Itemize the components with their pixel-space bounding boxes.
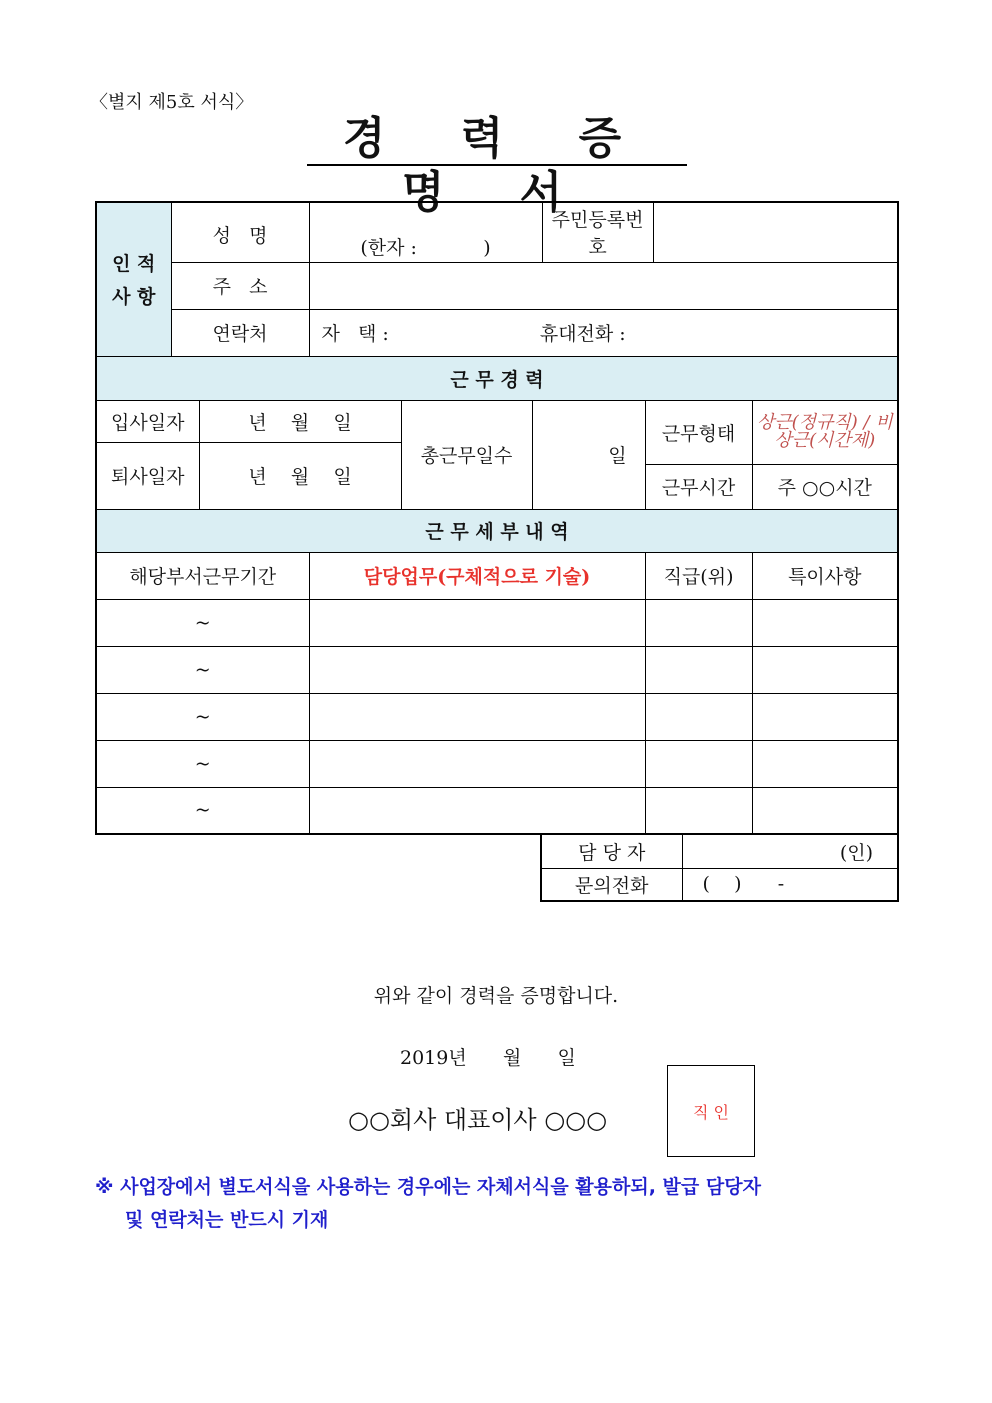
confirm-text: 위와 같이 경력을 증명합니다. (373, 985, 619, 1007)
period-cell[interactable]: ~ (96, 787, 309, 834)
employment-type-value[interactable]: 상근(정규직) / 비상근(시간제) (752, 400, 898, 464)
address-field[interactable] (309, 262, 898, 309)
certificate-table (95, 201, 899, 835)
phone-label: 문의전화 (541, 869, 682, 901)
column-note: 특이사항 (752, 552, 898, 599)
name-label: 성 명 (171, 202, 309, 262)
duty-cell[interactable] (309, 787, 645, 834)
days-unit: 일 (608, 445, 627, 467)
work-hours-label: 근무시간 (645, 464, 752, 509)
duty-cell[interactable] (309, 646, 645, 693)
duty-cell[interactable] (309, 599, 645, 646)
table-row (96, 787, 898, 834)
note-line-1: ※ 사업장에서 별도서식을 사용하는 경우에는 자체서식을 활용하되, 발급 담당자 (95, 1176, 761, 1198)
period-cell[interactable]: ~ (96, 693, 309, 740)
note-line-2: 및 연락처는 반드시 기재 (125, 1209, 329, 1231)
name-field[interactable] (309, 202, 542, 262)
period-cell[interactable]: ~ (96, 599, 309, 646)
duty-cell[interactable] (309, 693, 645, 740)
total-days-field[interactable] (532, 400, 645, 509)
table-row (96, 693, 898, 740)
note-cell[interactable] (752, 599, 898, 646)
seal-box (667, 1065, 755, 1157)
home-phone-label: 자 택 : (321, 323, 389, 345)
work-hours-value[interactable]: 주 ○○시간 (752, 464, 898, 509)
leave-date-label: 퇴사일자 (96, 442, 199, 509)
manager-field[interactable]: (인) (682, 834, 898, 869)
personal-label-line-1: 인 적 (112, 253, 156, 276)
issue-date: 2019년 월 일 (400, 1047, 576, 1069)
company-representative: ○○회사 대표이사 ○○○ (348, 1106, 608, 1134)
note-cell[interactable] (752, 787, 898, 834)
note-cell[interactable] (752, 740, 898, 787)
note-cell[interactable] (752, 693, 898, 740)
hire-date-field[interactable]: 년 월 일 (199, 400, 401, 442)
resident-number-field[interactable] (653, 202, 898, 262)
leave-date-field[interactable]: 년 월 일 (199, 442, 401, 509)
seal-label: 직 인 (693, 1103, 729, 1122)
manager-label: 담 당 자 (541, 834, 682, 869)
form-label: 〈별지 제5호 서식〉 (90, 92, 254, 113)
contact-field[interactable] (309, 309, 898, 356)
mobile-label: 휴대전화 : (539, 323, 626, 345)
details-section-title: 근 무 세 부 내 역 (96, 509, 898, 552)
contact-table (540, 833, 899, 902)
table-row (96, 599, 898, 646)
rank-cell[interactable] (645, 740, 752, 787)
duty-cell[interactable] (309, 740, 645, 787)
column-duty: 담당업무(구체적으로 기술) (309, 552, 645, 599)
personal-label-line-2: 사 항 (112, 286, 156, 309)
note-cell[interactable] (752, 646, 898, 693)
table-row (96, 646, 898, 693)
column-period: 해당부서근무기간 (96, 552, 309, 599)
hanja-note: (한자 : ) (360, 236, 491, 259)
period-cell[interactable]: ~ (96, 740, 309, 787)
employment-type-label: 근무형태 (645, 400, 752, 464)
phone-field[interactable]: ( ) - (682, 869, 898, 901)
career-section-title: 근 무 경 력 (96, 356, 898, 400)
table-row (96, 740, 898, 787)
personal-section-label (96, 202, 171, 356)
period-cell[interactable]: ~ (96, 646, 309, 693)
total-days-label: 총근무일수 (401, 400, 532, 509)
rank-cell[interactable] (645, 646, 752, 693)
column-rank: 직급(위) (645, 552, 752, 599)
rank-cell[interactable] (645, 599, 752, 646)
document-title: 경 력 증 명 서 (307, 112, 687, 166)
hire-date-label: 입사일자 (96, 400, 199, 442)
rank-cell[interactable] (645, 693, 752, 740)
address-label: 주 소 (171, 262, 309, 309)
contact-label: 연락처 (171, 309, 309, 356)
rank-cell[interactable] (645, 787, 752, 834)
resident-number-label: 주민등록번호 (542, 202, 653, 262)
